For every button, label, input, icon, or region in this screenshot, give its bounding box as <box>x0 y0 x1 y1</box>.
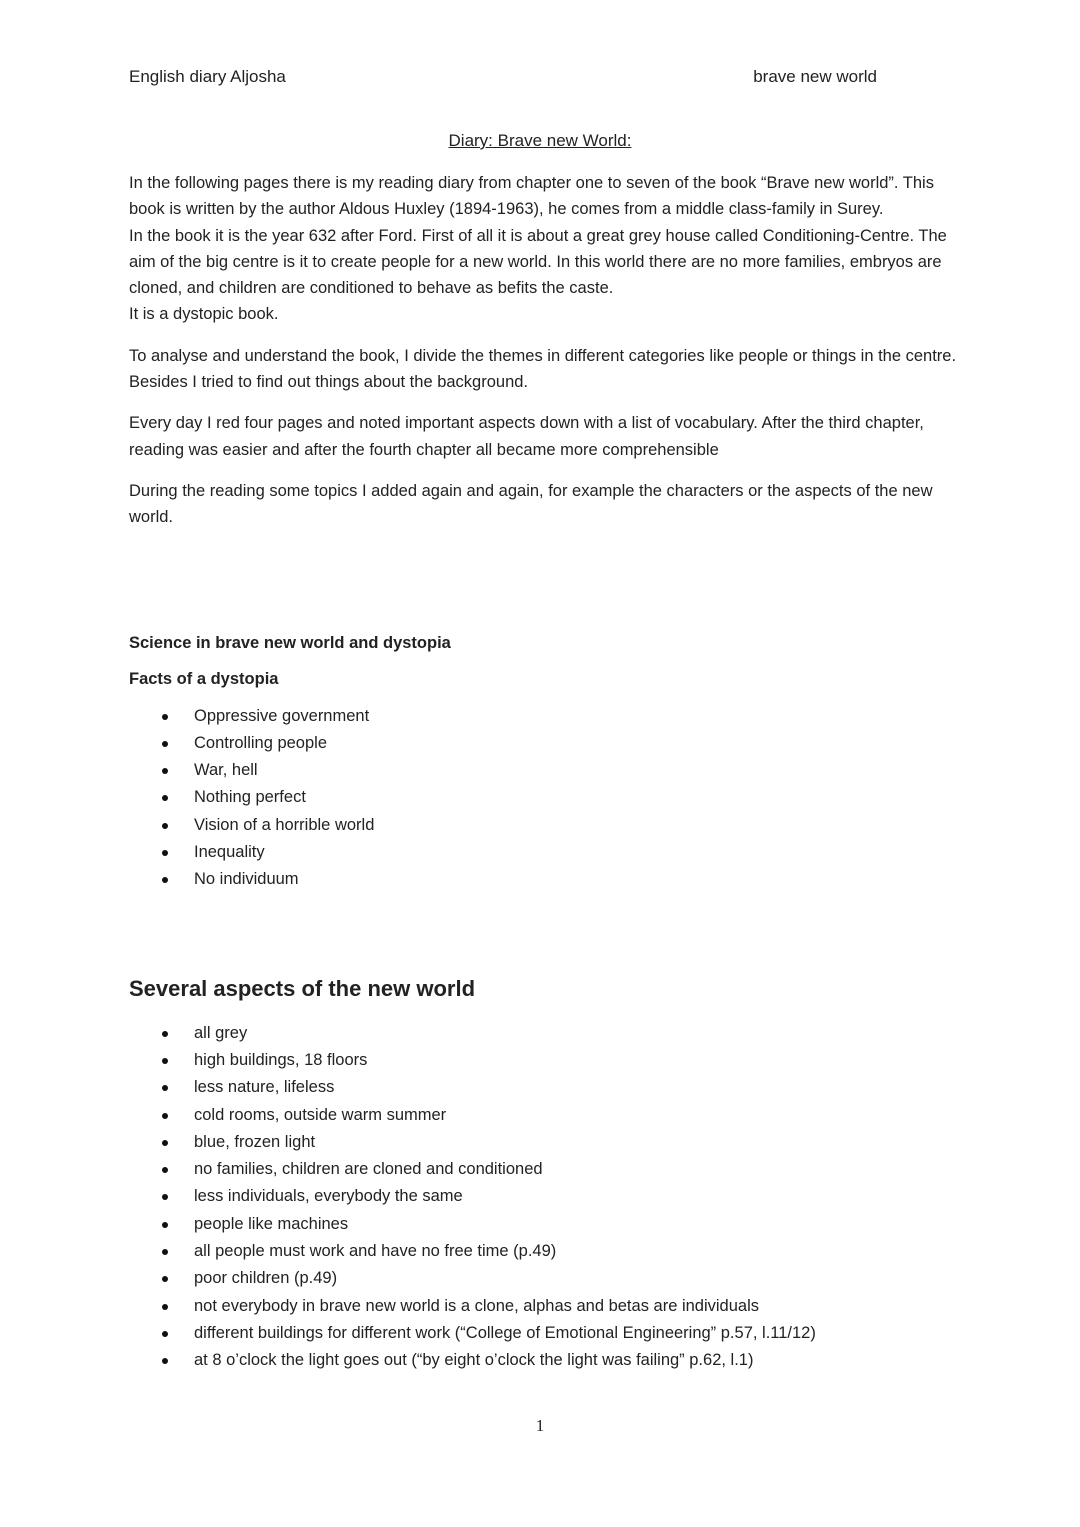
bullet-icon <box>162 1331 168 1337</box>
list-item: all grey <box>129 1020 959 1047</box>
page-number: 1 <box>535 1416 545 1435</box>
bullet-icon <box>162 1085 168 1091</box>
bullet-icon <box>162 877 168 883</box>
bullet-icon <box>162 1358 168 1364</box>
bullet-icon <box>162 741 168 747</box>
list-item: high buildings, 18 floors <box>129 1047 959 1074</box>
bullet-icon <box>162 1249 168 1255</box>
list-item: Oppressive government <box>129 703 959 730</box>
document-body <box>129 170 959 1375</box>
bullet-icon <box>162 768 168 774</box>
bullet-icon <box>162 1167 168 1173</box>
subheading-facts: Facts of a dystopia <box>129 669 279 688</box>
list-item: at 8 o’clock the light goes out (“by eight o’clock the light was failing” p.62, l.1) <box>129 1347 959 1374</box>
header-left: English diary Aljosha <box>129 67 286 86</box>
bullet-icon <box>162 1276 168 1282</box>
bullet-icon <box>162 1031 168 1037</box>
intro-paragraph: In the following pages there is my reading diary from chapter one to seven of the book “Brave new world”. This book is written by the author Aldous Huxley (1894-1963), he comes from a middle class-family in Surey. In the book it is the year 632 after Ford. First of all it is about a great grey house called Conditioning-Centre. The aim of the big centre is it to create people for a new world. In this world there are no more families, embryos are cloned, and children are conditioned to behave as befits the caste. It is a dystopic book. <box>129 174 947 324</box>
list-item: not everybody in brave new world is a clone, alphas and betas are individuals <box>129 1293 959 1320</box>
bullet-icon <box>162 1140 168 1146</box>
list-item: no families, children are cloned and conditioned <box>129 1156 959 1183</box>
list-item: Controlling people <box>129 730 959 757</box>
method-paragraph: To analyse and understand the book, I divide the themes in different categories like people or things in the centre. Besides I tried to find out things about the background. <box>129 346 957 392</box>
list-item: different buildings for different work (“College of Emotional Engineering” p.57, l.11/12) <box>129 1320 959 1347</box>
bullet-icon <box>162 1113 168 1119</box>
list-item: all people must work and have no free time (p.49) <box>129 1238 959 1265</box>
list-item: people like machines <box>129 1211 959 1238</box>
bullet-icon <box>162 714 168 720</box>
section-heading-aspects: Several aspects of the new world <box>129 975 476 1001</box>
list-item: Nothing perfect <box>129 784 959 811</box>
page-title: Diary: Brave new World: <box>448 131 632 150</box>
section-heading-science: Science in brave new world and dystopia <box>129 633 451 652</box>
bullet-icon <box>162 1304 168 1310</box>
topics-paragraph: During the reading some topics I added again and again, for example the characters or the aspects of the new world. <box>129 481 933 527</box>
list-item: less nature, lifeless <box>129 1074 959 1101</box>
list-item: cold rooms, outside warm summer <box>129 1102 959 1129</box>
list-item: No individuum <box>129 866 959 893</box>
new-world-aspects-list <box>129 1020 959 1375</box>
bullet-icon <box>162 850 168 856</box>
list-item: Vision of a horrible world <box>129 812 959 839</box>
header-right: brave new world <box>753 67 877 86</box>
list-item: blue, frozen light <box>129 1129 959 1156</box>
reading-paragraph: Every day I red four pages and noted important aspects down with a list of vocabulary. After the third chapter, reading was easier and after the fourth chapter all became more comprehensible <box>129 414 924 459</box>
bullet-icon <box>162 1222 168 1228</box>
list-item: less individuals, everybody the same <box>129 1183 959 1210</box>
list-item: War, hell <box>129 757 959 784</box>
bullet-icon <box>162 1058 168 1064</box>
list-item: poor children (p.49) <box>129 1265 959 1292</box>
bullet-icon <box>162 1194 168 1200</box>
list-item: Inequality <box>129 839 959 866</box>
bullet-icon <box>162 823 168 829</box>
bullet-icon <box>162 795 168 801</box>
dystopia-facts-list <box>129 703 959 894</box>
